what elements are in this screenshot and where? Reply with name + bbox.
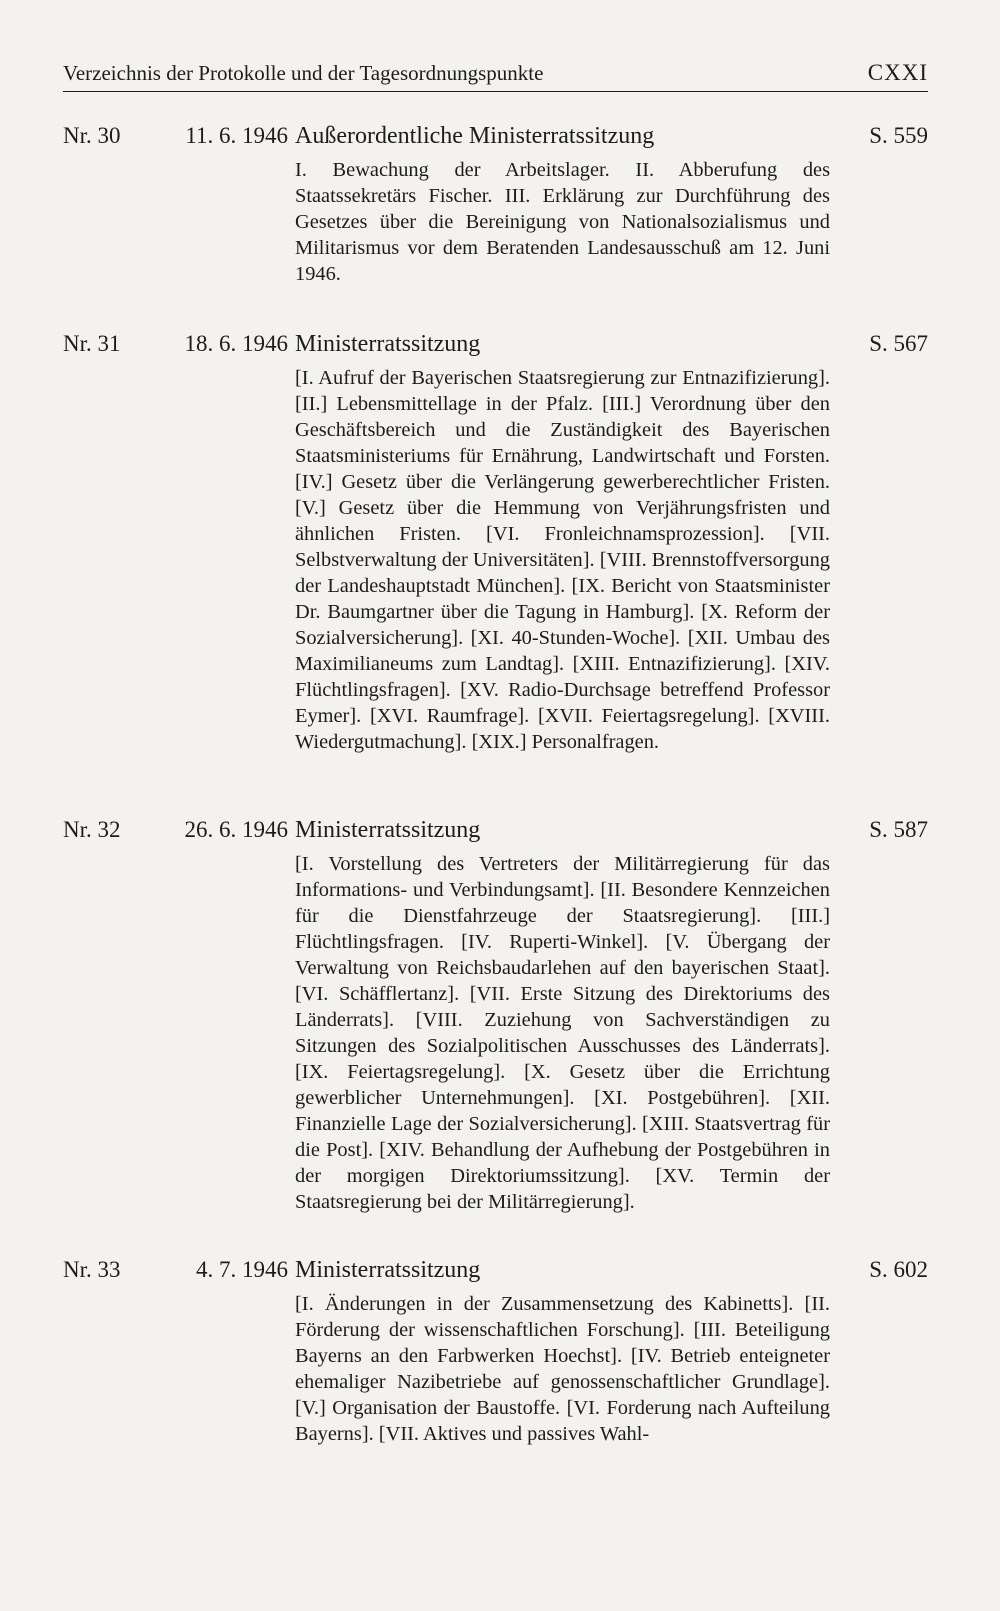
page-number: CXXI: [867, 60, 928, 85]
protocol-entry: [63, 813, 928, 1215]
entry-date: 18. 6. 1946: [184, 331, 288, 356]
entry-session-title: Ministerratssitzung: [295, 1257, 481, 1283]
entry-page-reference: S. 559: [869, 123, 928, 148]
entry-page-reference: S. 602: [869, 1257, 928, 1282]
protocol-entry: [63, 1253, 928, 1447]
entry-agenda-text: [I. Änderungen in der Zusammensetzung des Kabinetts]. [II. Förderung der wissenschaftlichen Forschung]. [III. Beteiligung Bayerns an den Farbwerken Hoechst]. [IV. Betrieb enteigneter ehemaliger Nazibetriebe auf genossenschaftlicher Grundlage]. [V.] Organisation der Baustoffe. [VI. Forderung nach Aufteilung Bayerns]. [VII. Aktives und passives Wahl-: [295, 1293, 830, 1445]
running-head-title: Verzeichnis der Protokolle und der Tagesordnungspunkte: [63, 61, 544, 85]
entry-page-reference: S. 567: [869, 331, 928, 356]
entry-session-title: Ministerratssitzung: [295, 331, 481, 357]
protocol-entry: [63, 327, 928, 755]
entry-page-reference: S. 587: [869, 817, 928, 842]
entry-date: 11. 6. 1946: [185, 123, 288, 148]
entry-heading: [63, 119, 928, 153]
entry-agenda-text: [I. Vorstellung des Vertreters der Militärregierung für das Informations- und Verbindungsamt]. [II. Besondere Kennzeichen für die Dienstfahrzeuge der Staatsregierung]. [III.] Flüchtlingsfragen. [IV. Ruperti-Winkel]. [V. Übergang der Verwaltung von Reichsbaudarlehen auf den bayerischen Staat]. [VI. Schäfflertanz]. [VII. Erste Sitzung des Direktoriums des Länderrats]. [VIII. Zuziehung von Sachverständigen zu Sitzungen des Sozialpolitischen Ausschusses des Länderrats]. [IX. Feiertagsregelung]. [X. Gesetz über die Errichtung gewerblicher Unternehmungen]. [XI. Postgebühren]. [XII. Finanzielle Lage der Sozialversicherung]. [XIII. Staatsvertrag für die Post]. [XIV. Behandlung der Aufhebung der Postgebühren in der morgigen Direktoriumssitzung]. [XV. Termin der Staatsregierung bei der Militärregierung].: [295, 853, 830, 1213]
running-head: [63, 54, 928, 92]
entry-agenda-text: [I. Aufruf der Bayerischen Staatsregierung zur Entnazifizierung]. [II.] Lebensmittellage in der Pfalz. [III.] Verordnung über den Geschäftsbereich und die Zuständigkeit des Bayerischen Staatsministeriums für Ernährung, Landwirtschaft und Forsten. [IV.] Gesetz über die Verlängerung gewerberechtlicher Fristen. [V.] Gesetz über die Hemmung von Verjährungsfristen und ähnlichen Fristen. [VI. Fronleichnamsprozession]. [VII. Selbstverwaltung der Universitäten]. [VIII. Brennstoffversorgung der Landeshauptstadt München]. [IX. Bericht von Staatsminister Dr. Baumgartner über die Tagung in Hamburg]. [X. Reform der Sozialversicherung]. [XI. 40-Stunden-Woche]. [XII. Umbau des Maximilianeums zum Landtag]. [XIII. Entnazifizierung]. [XIV. Flüchtlingsfragen]. [XV. Radio-Durchsage betreffend Professor Eymer]. [XVI. Raumfrage]. [XVII. Feiertagsregelung]. [XVIII. Wiedergutmachung]. [XIX.] Personalfragen.: [295, 367, 830, 753]
entry-number: Nr. 31: [63, 331, 121, 356]
entry-heading: [63, 813, 928, 847]
entry-date: 26. 6. 1946: [184, 817, 288, 842]
entry-number: Nr. 30: [63, 123, 121, 148]
entry-number: Nr. 33: [63, 1257, 121, 1282]
entry-heading: [63, 327, 928, 361]
entry-session-title: Außerordentliche Ministerratssitzung: [295, 123, 655, 149]
entry-agenda-text: I. Bewachung der Arbeitslager. II. Abberufung des Staatssekretärs Fischer. III. Erklärung zur Durchführung des Gesetzes über die Bereinigung von Nationalsozialismus und Militarismus vor dem Beratenden Landesausschuß am 12. Juni 1946.: [295, 159, 830, 285]
header-rule: [63, 91, 928, 92]
entry-heading: [63, 1253, 928, 1287]
entry-number: Nr. 32: [63, 817, 121, 842]
entry-session-title: Ministerratssitzung: [295, 817, 481, 843]
entry-date: 4. 7. 1946: [196, 1257, 288, 1282]
protocol-entry: [63, 119, 928, 287]
